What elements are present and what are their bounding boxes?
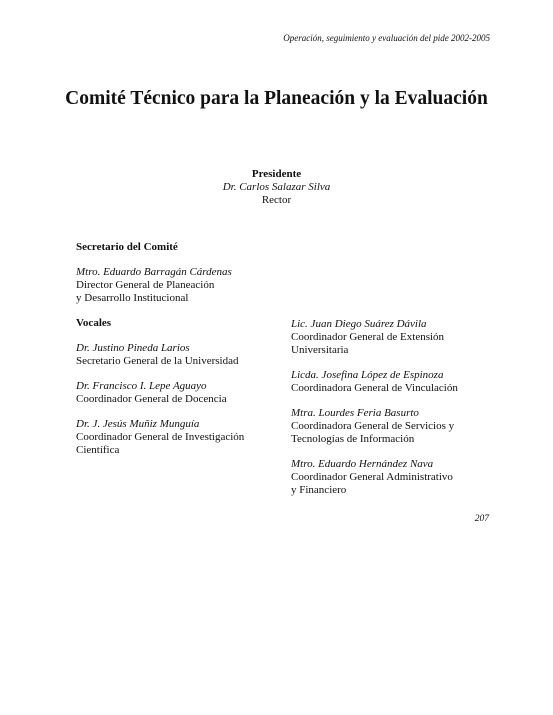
vocal-entry (291, 318, 491, 357)
page-title: Comité Técnico para la Planeación y la Evaluación (65, 88, 488, 109)
vocal-role: Coordinadora General de Vinculación (291, 382, 458, 394)
vocal-name: Dr. J. Jesús Muñiz Munguía (76, 418, 200, 430)
page-number: 207 (474, 514, 489, 524)
vocal-role: Secretario General de la Universidad (76, 355, 239, 367)
vocal-role: Coordinador General de Docencia (76, 393, 227, 405)
vocal-entry (291, 458, 491, 497)
right-column (291, 318, 491, 509)
vocal-name: Licda. Josefina López de Espinoza (291, 369, 444, 381)
left-column (76, 241, 281, 469)
vocal-name: Lic. Juan Diego Suárez Dávila (291, 318, 427, 330)
vocal-entry (291, 407, 491, 446)
running-header: Operación, seguimiento y evaluación del pide 2002-2005 (283, 33, 490, 43)
vocal-role: Coordinador General de Extensión Universitaria (291, 331, 445, 356)
secretario-name: Mtro. Eduardo Barragán Cárdenas (76, 266, 232, 278)
presidente-role: Rector (261, 194, 292, 206)
vocal-entry (76, 342, 281, 368)
presidente-heading: Presidente (251, 168, 302, 180)
presidente-name: Dr. Carlos Salazar Silva (222, 181, 331, 193)
secretario-entry (76, 266, 281, 305)
vocal-entry (291, 369, 491, 395)
vocales-heading: Vocales (76, 317, 112, 329)
vocal-name: Dr. Francisco I. Lepe Aguayo (76, 380, 207, 392)
vocal-role: Coordinadora General de Servicios y Tecnologías de Información (291, 420, 455, 445)
vocal-name: Dr. Justino Pineda Larios (76, 342, 190, 354)
vocal-role: Coordinador General de Investigación Científica (76, 431, 245, 456)
vocal-name: Mtra. Lourdes Feria Basurto (291, 407, 419, 419)
vocal-name: Mtro. Eduardo Hernández Nava (291, 458, 434, 470)
vocal-entry (76, 418, 281, 457)
secretario-role: Director General de Planeación y Desarrollo Institucional (76, 279, 215, 304)
vocal-role: Coordinador General Administrativo y Financiero (291, 471, 453, 496)
vocal-entry (76, 380, 281, 406)
presidente-block (0, 168, 553, 207)
secretario-heading: Secretario del Comité (76, 241, 178, 253)
